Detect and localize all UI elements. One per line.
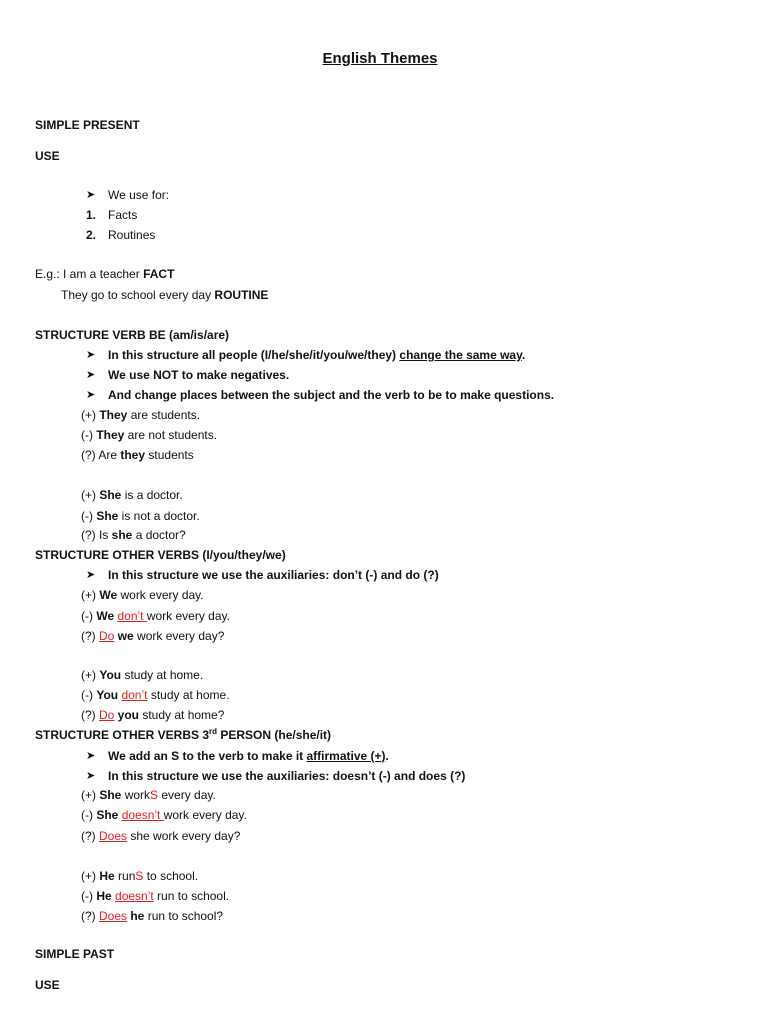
example-text: They go to school every day [61, 288, 215, 302]
arrowhead-bullet-icon: ➤ [86, 349, 96, 361]
rule-bullet: We add an S to the verb to make it affirmative (+). [108, 749, 389, 763]
example-sentence: (-) She is not a doctor. [81, 509, 200, 523]
auxiliary-word: doesn’t [115, 889, 154, 903]
rule-bullet: In this structure we use the auxiliaries: doesn’t (-) and does (?) [108, 769, 466, 783]
section-heading-simple-present: SIMPLE PRESENT [35, 118, 140, 132]
subheading-use: USE [35, 149, 60, 163]
section-heading-other-verbs: STRUCTURE OTHER VERBS (I/you/they/we) [35, 548, 286, 562]
auxiliary-word: don’t [121, 688, 148, 702]
example-sentence: (-) You don’t study at home. [81, 688, 230, 702]
list-item-routines: Routines [108, 228, 156, 242]
example-sentence: (?) Does he run to school? [81, 909, 224, 923]
list-number: 1. [86, 208, 97, 222]
example-sentence: (+) They are students. [81, 408, 201, 422]
rule-end: . [521, 348, 526, 362]
verb-suffix: S [150, 788, 159, 802]
example-sentence: (?) Is she a doctor? [81, 528, 186, 542]
example-sentence: (+) We work every day. [81, 588, 204, 602]
list-number: 2. [86, 228, 97, 242]
document-title: English Themes [322, 50, 438, 67]
arrowhead-bullet-icon: ➤ [86, 569, 96, 581]
example-routine [61, 288, 268, 302]
auxiliary-word: don’t [117, 609, 147, 623]
example-sentence: (?) Are they students [81, 448, 194, 462]
rule-underlined: change the same way [399, 348, 522, 362]
example-tag: FACT [143, 267, 175, 281]
example-sentence: (-) He doesn’t run to school. [81, 889, 230, 903]
auxiliary-word: Does [99, 829, 128, 843]
bullet-we-use-for: We use for: [108, 188, 170, 202]
subheading-use: USE [35, 978, 60, 992]
rule-text: In this structure all people (I/he/she/it/you/we/they) [108, 348, 400, 362]
example-sentence: (+) You study at home. [81, 668, 204, 682]
rule-bullet: We use NOT to make negatives. [108, 368, 290, 382]
auxiliary-word: Do [99, 629, 115, 643]
auxiliary-word: Does [99, 909, 128, 923]
arrowhead-bullet-icon: ➤ [86, 389, 96, 401]
arrowhead-bullet-icon: ➤ [86, 369, 96, 381]
arrowhead-bullet-icon: ➤ [86, 750, 96, 762]
example-sentence: (+) She is a doctor. [81, 488, 183, 502]
example-sentence: (?) Does she work every day? [81, 829, 241, 843]
arrowhead-bullet-icon: ➤ [86, 770, 96, 782]
list-item-facts: Facts [108, 208, 138, 222]
section-heading-third-person: STRUCTURE OTHER VERBS 3rd PERSON (he/she/it) [35, 727, 332, 742]
auxiliary-word: Do [99, 708, 115, 722]
example-tag: ROUTINE [214, 288, 269, 302]
rule-bullet [108, 348, 525, 362]
section-heading-simple-past: SIMPLE PAST [35, 947, 115, 961]
example-sentence: (?) Do you study at home? [81, 708, 225, 722]
section-heading-verb-be: STRUCTURE VERB BE (am/is/are) [35, 328, 230, 342]
example-sentence: (-) We don’t work every day. [81, 609, 230, 623]
example-sentence: (+) She workS every day. [81, 788, 216, 802]
example-text: E.g.: I am a teacher [35, 267, 144, 281]
example-sentence: (-) They are not students. [81, 428, 218, 442]
rule-bullet: In this structure we use the auxiliaries: don’t (-) and do (?) [108, 568, 439, 582]
auxiliary-word: doesn’t [121, 808, 164, 822]
example-sentence: (+) He runS to school. [81, 869, 199, 883]
example-sentence: (-) She doesn’t work every day. [81, 808, 247, 822]
example-fact [35, 267, 174, 281]
rule-bullet: And change places between the subject and the verb to be to make questions. [108, 388, 555, 402]
example-sentence: (?) Do we work every day? [81, 629, 225, 643]
verb-suffix: S [135, 869, 144, 883]
arrowhead-bullet-icon: ➤ [86, 189, 96, 201]
